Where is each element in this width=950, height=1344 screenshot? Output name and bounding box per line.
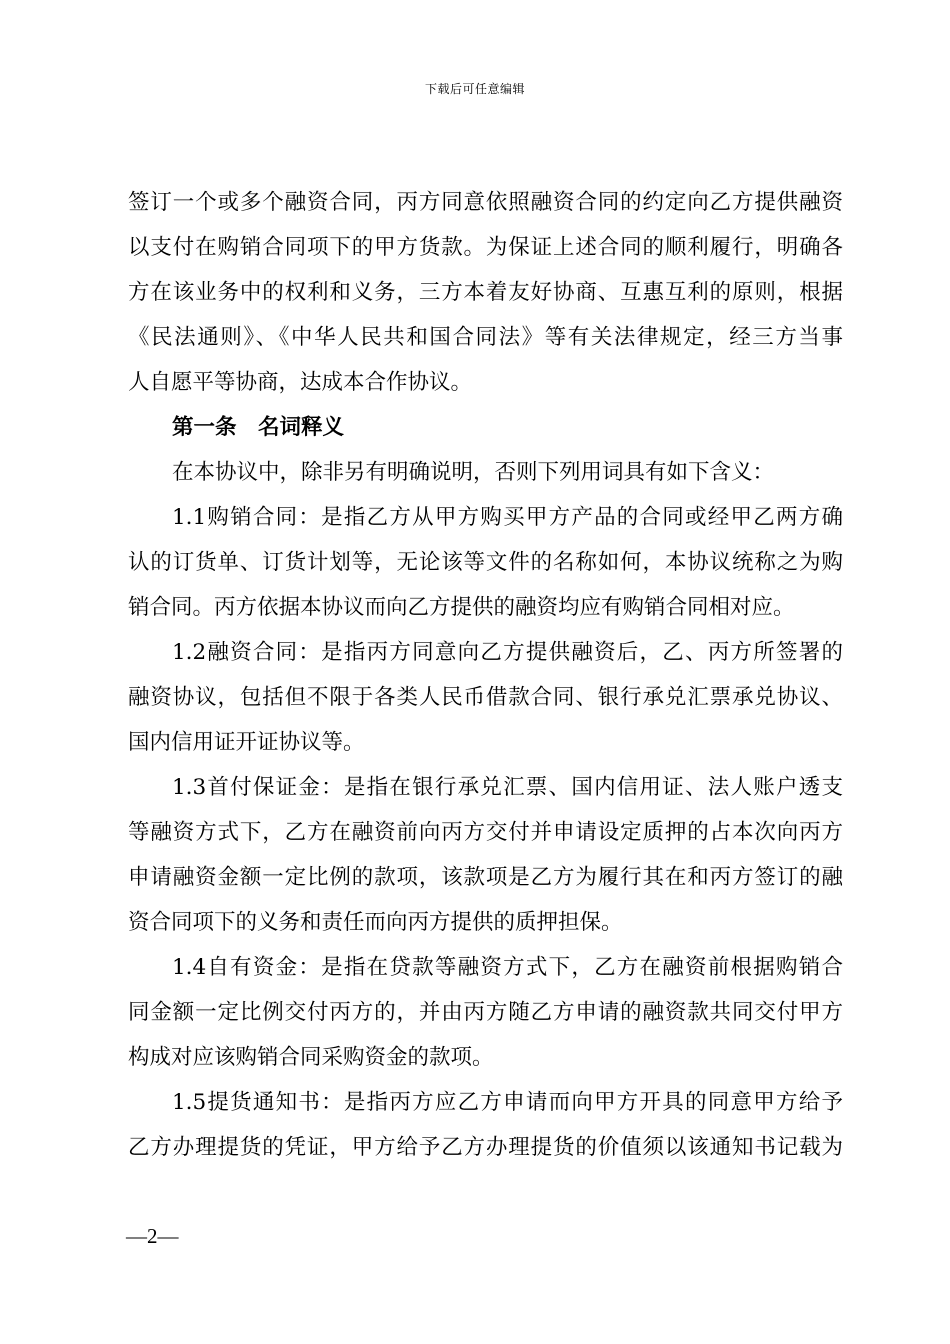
paragraph-line: 1.2融资合同：是指丙方同意向乙方提供融资后，乙、丙方所签署的 bbox=[172, 640, 843, 665]
paragraph-line: 《民法通则》、《中华人民共和国合同法》等有关法律规定，经三方当事 bbox=[128, 325, 843, 350]
paragraph-line: 资合同项下的义务和责任而向丙方提供的质押担保。 bbox=[128, 910, 623, 935]
paragraph-line: 认的订货单、订货计划等，无论该等文件的名称如何，本协议统称之为购 bbox=[128, 550, 843, 575]
paragraph-line: 等融资方式下，乙方在融资前向丙方交付并申请设定质押的占本次向丙方 bbox=[128, 820, 843, 845]
paragraph-line: 在本协议中，除非另有明确说明，否则下列用词具有如下含义： bbox=[172, 460, 775, 485]
paragraph-line: 1.4自有资金：是指在贷款等融资方式下，乙方在融资前根据购销合 bbox=[172, 955, 843, 980]
paragraph-line: 乙方办理提货的凭证，甲方给予乙方办理提货的价值须以该通知书记载为 bbox=[128, 1135, 843, 1160]
paragraph-line: 销合同。丙方依据本协议而向乙方提供的融资均应有购销合同相对应。 bbox=[128, 595, 795, 620]
paragraph-line: 1.5提货通知书：是指丙方应乙方申请而向甲方开具的同意甲方给予 bbox=[172, 1090, 843, 1115]
paragraph-line: 1.1购销合同：是指乙方从甲方购买甲方产品的合同或经甲乙两方确 bbox=[172, 505, 843, 530]
page-number: —2— bbox=[126, 1224, 179, 1248]
section-heading: 第一条 名词释义 bbox=[172, 415, 345, 440]
paragraph-line: 融资协议，包括但不限于各类人民币借款合同、银行承兑汇票承兑协议、 bbox=[128, 685, 843, 710]
paragraph-line: 方在该业务中的权利和义务，三方本着友好协商、互惠互利的原则，根据 bbox=[128, 280, 843, 305]
paragraph-line: 申请融资金额一定比例的款项，该款项是乙方为履行其在和丙方签订的融 bbox=[128, 865, 843, 890]
header-note: 下载后可任意编辑 bbox=[424, 82, 525, 96]
paragraph-line: 国内信用证开证协议等。 bbox=[128, 730, 365, 755]
paragraph-line: 1.3首付保证金：是指在银行承兑汇票、国内信用证、法人账户透支 bbox=[172, 775, 843, 800]
document-body bbox=[128, 180, 843, 1170]
paragraph-line: 签订一个或多个融资合同，丙方同意依照融资合同的约定向乙方提供融资 bbox=[128, 190, 843, 215]
paragraph-line: 人自愿平等协商，达成本合作协议。 bbox=[128, 370, 473, 395]
paragraph-line: 构成对应该购销合同采购资金的款项。 bbox=[128, 1045, 494, 1070]
paragraph-line: 同金额一定比例交付丙方的，并由丙方随乙方申请的融资款共同交付甲方 bbox=[128, 1000, 843, 1025]
paragraph-line: 以支付在购销合同项下的甲方货款。为保证上述合同的顺利履行，明确各 bbox=[128, 235, 843, 260]
